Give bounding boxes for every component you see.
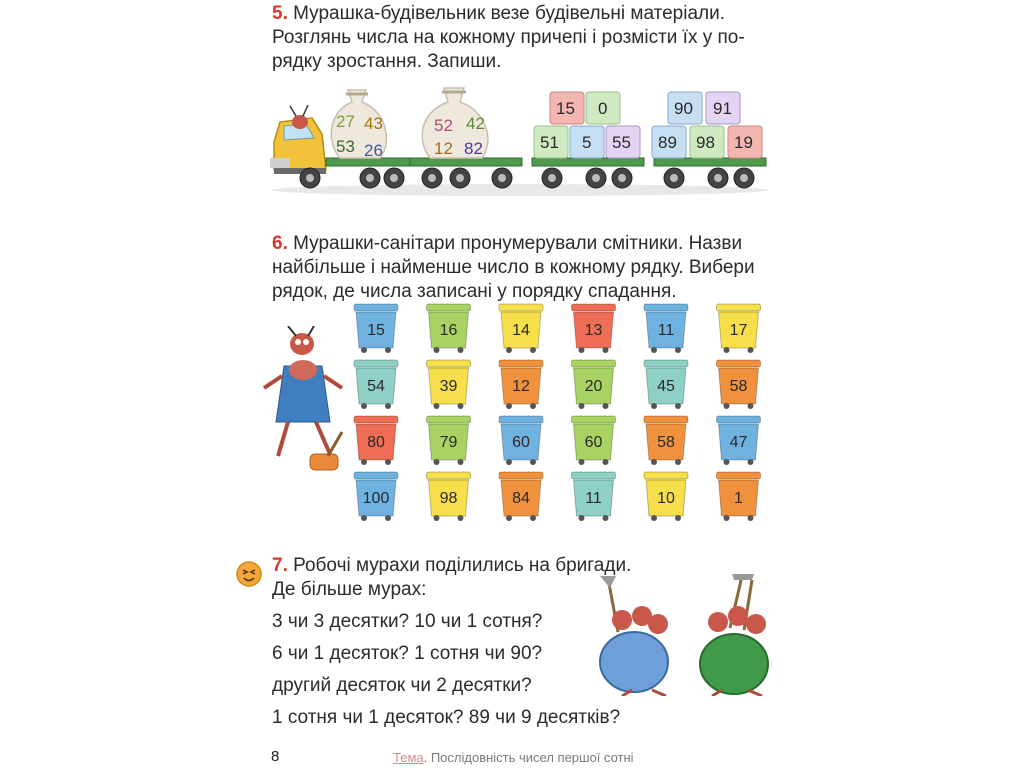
bin-number: 60 xyxy=(584,434,603,451)
sack-1-number-3: 53 xyxy=(336,137,355,156)
trash-bin-icon xyxy=(644,304,688,353)
task-7-title-line-1: 7. Робочі мурахи поділились на бригади. xyxy=(272,555,632,576)
task-7-question-2: 6 чи 1 десяток? 1 сотня чи 90? xyxy=(272,643,543,664)
task-5-line-3: рядку зростання. Запиши. xyxy=(272,51,502,72)
trash-bin-icon xyxy=(499,416,543,465)
worker-ants-illustration xyxy=(592,572,782,696)
task-7-question-4: 1 сотня чи 1 десяток? 89 чи 9 десятків? xyxy=(272,707,621,728)
bin-number: 45 xyxy=(657,378,675,395)
bucket-1-number-3: 51 xyxy=(540,133,559,152)
bin-number: 98 xyxy=(439,490,458,507)
theme-text: . Послідовність чисел першої сотні xyxy=(423,750,634,765)
task-6-line-2: найбільше і найменше число в кожному рядку. Вибери xyxy=(272,257,755,278)
bin-number: 58 xyxy=(729,378,748,395)
bucket-1-number-4: 5 xyxy=(582,133,592,152)
bucket-2-number-4: 98 xyxy=(696,133,715,152)
task-6-line-3: рядок, де числа записані у порядку спадання. xyxy=(272,281,677,302)
sack-1-number-1: 27 xyxy=(336,112,355,131)
sack-2-number-1: 52 xyxy=(434,116,453,135)
bin-number: 10 xyxy=(657,490,675,507)
trash-bin-icon xyxy=(427,416,471,465)
bin-number: 84 xyxy=(512,490,530,507)
trash-bin-icon xyxy=(572,360,616,409)
trailer-3 xyxy=(532,158,644,166)
theme-label: Тема xyxy=(393,750,424,765)
trash-bin-icon xyxy=(572,416,616,465)
trash-bin-icon xyxy=(572,304,616,353)
trash-bin-icon xyxy=(354,472,398,521)
trash-bin-icon xyxy=(499,304,543,353)
bin-number: 79 xyxy=(439,434,458,451)
task-7-number: 7. xyxy=(272,555,288,576)
bin-number: 14 xyxy=(512,322,530,339)
bin-number: 100 xyxy=(362,490,390,507)
smiley-face-icon xyxy=(235,560,263,588)
ant-team-blue-icon xyxy=(600,576,668,696)
ant-team-green-icon xyxy=(700,574,768,696)
trash-bin-icon xyxy=(354,360,398,409)
sack-2-number-4: 82 xyxy=(464,139,483,158)
bin-number: 20 xyxy=(584,378,603,395)
bin-number: 11 xyxy=(657,322,675,339)
bucket-2-number-2: 91 xyxy=(713,99,732,118)
bucket-1-number-5: 55 xyxy=(612,133,631,152)
trash-bin-icon xyxy=(644,360,688,409)
trash-bin-icon xyxy=(717,416,761,465)
bin-number: 60 xyxy=(512,434,530,451)
sack-2-number-2: 42 xyxy=(466,114,485,133)
task-5-number: 5. xyxy=(272,3,288,24)
task-5-line-2: Розглянь числа на кожному причепі і розмісти їх у по- xyxy=(272,27,745,48)
trash-bins-grid xyxy=(352,302,772,528)
task-7-title-line-2: Де більше мурах: xyxy=(272,579,427,600)
trash-bin-icon xyxy=(644,416,688,465)
bucket-1-number-1: 15 xyxy=(556,99,575,118)
bucket-2-number-5: 19 xyxy=(734,133,753,152)
trailer-2 xyxy=(410,158,522,166)
task-5-line-1: 5. Мурашка-будівельник везе будівельні матеріали. xyxy=(272,3,726,24)
bin-number: 54 xyxy=(367,378,385,395)
bin-number: 11 xyxy=(585,490,602,507)
sack-2-number-3: 12 xyxy=(434,139,453,158)
bin-number: 15 xyxy=(367,322,385,339)
trailer-4 xyxy=(654,158,766,166)
bucket-2-number-1: 90 xyxy=(674,99,693,118)
bucket-1-number-2: 0 xyxy=(598,99,608,118)
trash-bin-icon xyxy=(427,360,471,409)
bin-number: 16 xyxy=(439,322,458,339)
task-5 xyxy=(272,2,772,74)
truck-illustration xyxy=(270,72,770,200)
trash-bin-icon xyxy=(717,472,761,521)
task-7-question-3: другий десяток чи 2 десятки? xyxy=(272,675,532,696)
bucket-2-number-3: 89 xyxy=(658,133,677,152)
trash-bin-icon xyxy=(717,360,761,409)
trash-bin-icon xyxy=(354,304,398,353)
task-6-line-1: 6. Мурашки-санітари пронумерували смітники. Назви xyxy=(272,233,743,254)
trash-bin-icon xyxy=(572,472,616,521)
task-6-number: 6. xyxy=(272,233,288,254)
sack-1-number-4: 26 xyxy=(364,141,383,160)
task-6 xyxy=(272,232,772,304)
bin-number: 58 xyxy=(657,434,675,451)
task-7-question-1: 3 чи 3 десятки? 10 чи 1 сотня? xyxy=(272,611,543,632)
bin-number: 39 xyxy=(439,378,458,395)
sack-1-number-2: 43 xyxy=(364,114,383,133)
page-theme xyxy=(393,750,634,765)
bin-number: 1 xyxy=(734,490,743,507)
page-number: 8 xyxy=(271,748,280,765)
trash-bin-icon xyxy=(427,472,471,521)
bin-number: 17 xyxy=(729,322,748,339)
trash-bin-icon xyxy=(644,472,688,521)
bin-number: 13 xyxy=(584,322,603,339)
bin-number: 12 xyxy=(512,378,530,395)
trash-bin-icon xyxy=(354,416,398,465)
cleaner-ant-icon xyxy=(258,326,350,476)
trash-bin-icon xyxy=(499,360,543,409)
bin-number: 80 xyxy=(367,434,385,451)
bin-number: 47 xyxy=(729,434,748,451)
trash-bin-icon xyxy=(427,304,471,353)
trash-bin-icon xyxy=(717,304,761,353)
trash-bin-icon xyxy=(499,472,543,521)
